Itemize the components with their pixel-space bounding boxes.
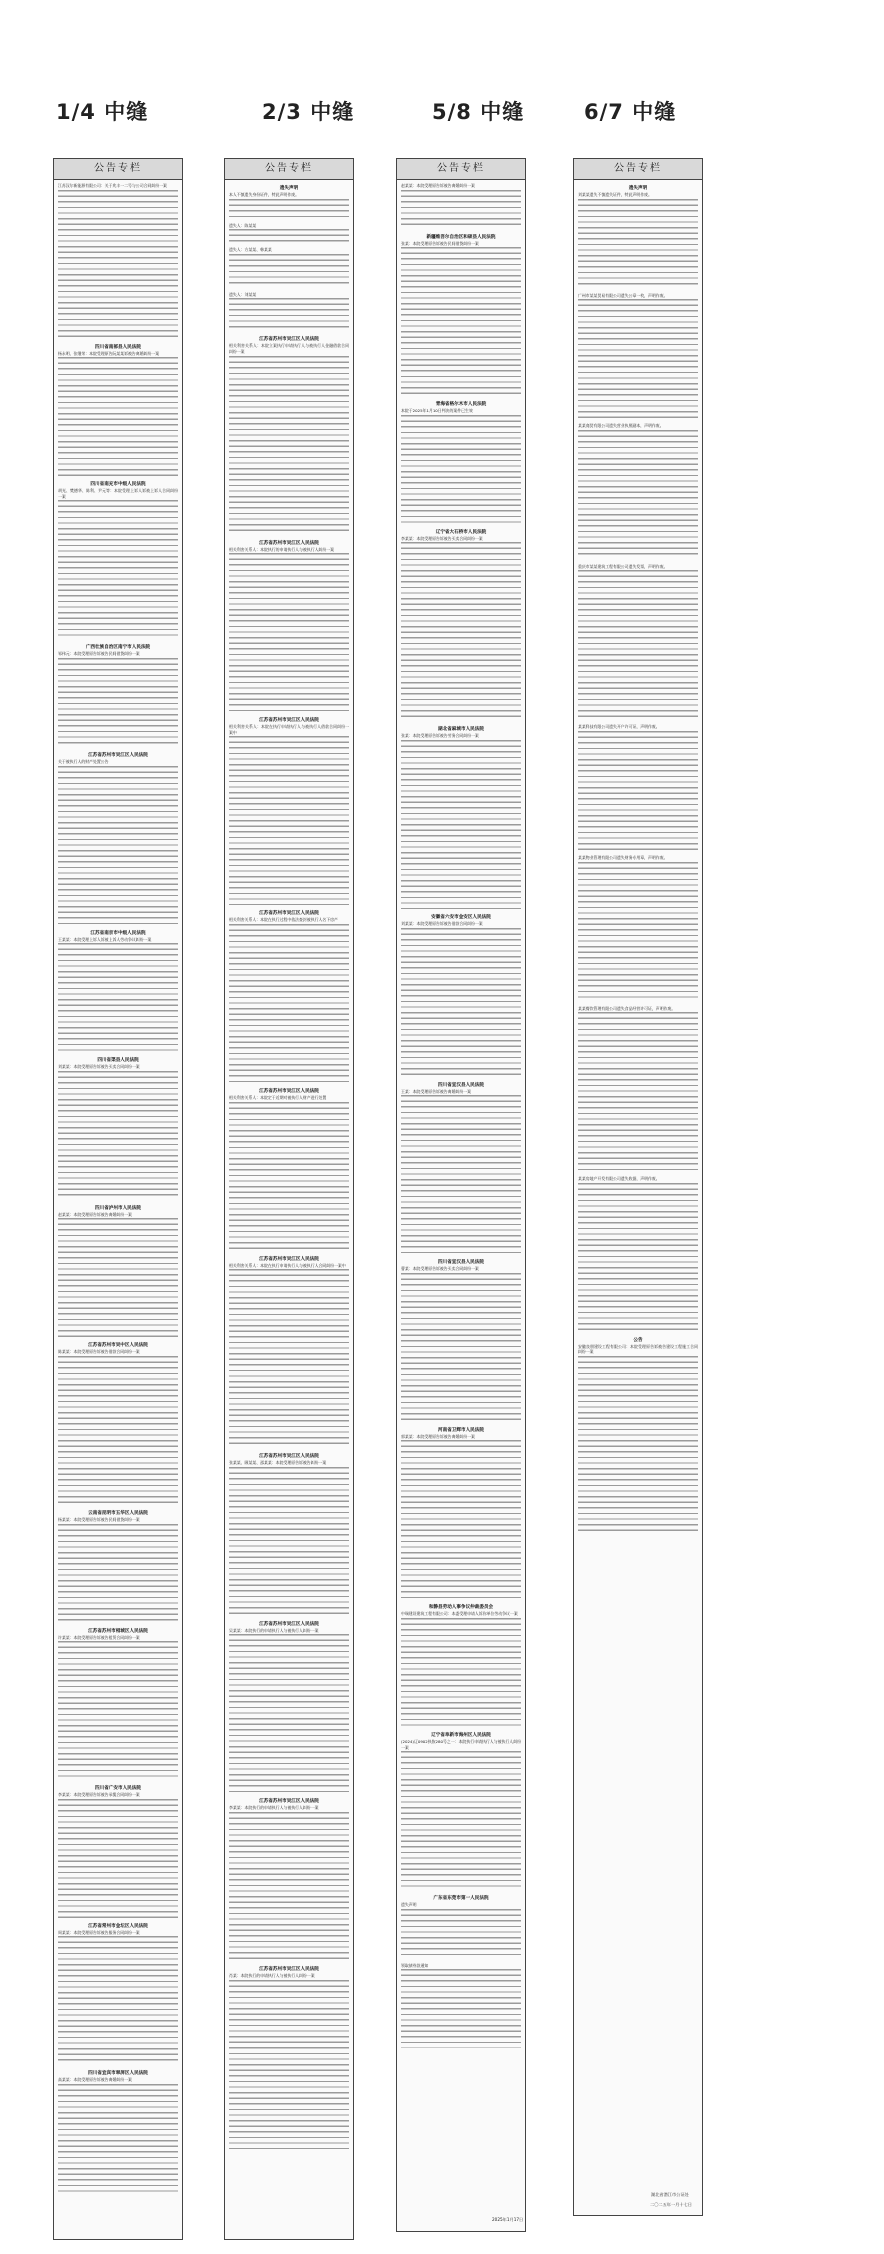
notice [58,1057,178,1200]
notice-text-lines [58,2083,178,2193]
notice-title: 江苏省苏州市吴江区人民法院 [259,1966,319,1972]
notice-text-lines [578,730,698,850]
notice-body: 遗失声明 [401,1902,417,1908]
column-title: 公告专栏 [574,159,702,180]
notice-text-lines [58,356,178,476]
notice-text-lines [229,923,349,1083]
notice-text-lines [578,1011,698,1171]
notice-body: 相关利害关系人：本院执行的申请执行人与被执行人纠纷一案 [229,546,335,552]
notice [229,223,349,243]
notice [401,234,521,397]
column-body [225,180,353,2157]
notice-body: 刘某某：本院受理原告诉被告借款合同纠纷一案 [401,920,483,926]
notice-text-lines [401,1439,521,1599]
notice-body: 吴某某：本院执行的申请执行人与被执行人纠纷一案 [229,1627,319,1633]
notice [401,726,521,909]
notice-title: 和静县劳动人事争议仲裁委员会 [428,1605,494,1611]
notice-title: 江苏省苏州市吴江区人民法院 [259,1256,319,1262]
notice-body: 杨永明、张继荣：本院受理原告阮某某诉被告离婚纠纷一案 [58,350,160,356]
notice-title: 江苏省苏州市相城区人民法院 [88,1628,148,1634]
notice [229,910,349,1083]
header-6-7: 6/7 中缝 [584,100,677,124]
notice-body: 某某餐饮管理有限公司遗失食品经营许可证，声明作废。 [578,1005,676,1011]
notice [229,1453,349,1616]
notice [58,930,178,1053]
notice-title: 广东省东莞市第一人民法院 [433,1896,489,1902]
column-body [54,180,182,2201]
notice [229,292,349,332]
notice [229,1088,349,1251]
notice [58,1510,178,1623]
header-5-8: 5/8 中缝 [432,100,525,124]
notice-text-lines [229,1979,349,2149]
notice [578,724,698,850]
notice-body: 江苏汉尔新能源有限公司：关于兆丰一二号与公司合同纠纷一案 [58,183,167,188]
notice-text-lines [401,1908,521,1958]
notice-title: 四川省渠县人民法院 [97,1058,139,1064]
column-body [397,180,525,2056]
notice [578,185,698,288]
notice [578,423,698,559]
notice-text-lines [401,541,521,721]
notice-body: 重庆市某某建筑工程有限公司遗失发票，声明作废。 [578,563,668,569]
notice-text-lines [58,657,178,747]
notice [401,1259,521,1422]
notice-body: 遗失人：陈某某 [229,222,257,228]
notice-title: 青海省格尔木市人民法院 [435,402,487,408]
notice [229,1966,349,2149]
notice-body: 王某某：本院受理上诉人诉被上诉人劳动争议纠纷一案 [58,936,152,942]
notice-title: 河南省卫辉市人民法院 [438,1427,484,1433]
notice [401,183,521,229]
announcement-column-4 [573,158,703,2216]
notice-body: 关于被执行人的财产处置公告 [58,758,109,764]
notice-title: 江苏省苏州市吴江区人民法院 [259,911,319,917]
notice [58,183,178,339]
notice-body: 陈某某：本院受理原告诉被告借款合同纠纷一案 [58,1349,140,1355]
notice [401,1895,521,1958]
notice [229,185,349,218]
notice-body: 本院于2025年1月10日判决的案件已生效 [401,408,473,414]
notice [229,1256,349,1449]
notice-text-lines [578,569,698,719]
notice [58,1628,178,1781]
notice-title: 安徽省六安市金安区人民法院 [431,914,491,920]
notice-body: 遗失人：方某某、韩某某 [229,247,272,253]
notice [229,336,349,534]
notice [58,1205,178,1338]
notice-body: 遗失人：刘某某 [229,291,257,297]
notice-body: 王某：本院受理原告诉被告离婚纠纷一案 [401,1088,472,1094]
announcement-column-3 [396,158,526,2232]
column-4-date: 二〇二五年一月十七日 [650,2202,692,2207]
notice-text-lines [58,1217,178,1337]
notice-title: 湖北省麻城市人民法院 [438,727,484,733]
notice-text-lines [58,1523,178,1623]
notice-text-lines [401,414,521,524]
notice-text-lines [58,1798,178,1918]
notice-body: 肖某：本院执行的申请执行人与被执行人纠纷一案 [229,1972,315,1978]
notice-body: 刘某某：本院受理原告诉被告买卖合同纠纷一案 [58,1064,140,1070]
notice-text-lines [578,1182,698,1332]
notice-title: 江苏省苏州市吴江区人民法院 [259,718,319,724]
notice [229,1621,349,1794]
notice-body: 李某某：本院执行的申请执行人与被执行人纠纷一案 [229,1805,319,1811]
notice-text-lines [229,552,349,712]
notice-body: 广州市某某贸易有限公司遗失公章一枚，声明作废。 [578,292,668,298]
notice-text-lines [229,1268,349,1448]
notice [229,717,349,905]
notice [401,401,521,524]
notice-body: 相关利害关系人：本院在执行过程中依法查封被执行人名下房产 [229,917,338,923]
notice-text-lines [229,198,349,218]
notice [58,752,178,925]
notice-title: 四川省广安市人民法院 [95,1786,141,1792]
notice-body: 相关利害关系人：本院在执行申请执行人与被执行人借款合同纠纷一案中 [229,724,349,735]
notice-title: 江苏省苏州市吴江区人民法院 [259,1621,319,1627]
notice-body: 邹伟元：本院受理原告诉被告民间借贷纠纷一案 [58,651,140,657]
notice-title: 江苏省苏州市吴江区人民法院 [259,1454,319,1460]
notice-text-lines [229,1101,349,1251]
notice-text-lines [58,942,178,1052]
notice [578,1337,698,1535]
notice-text-lines [401,1094,521,1254]
announcement-column-1 [53,158,183,2240]
notice [229,1798,349,1961]
notice-text-lines [401,1272,521,1422]
notice-text-lines [401,739,521,909]
column-3-date: 2025年1月17日 [492,2217,524,2222]
notice-text-lines [58,1640,178,1780]
notice-text-lines [229,297,349,331]
notice-title: 四川省宣汉县人民法院 [438,1260,484,1266]
notice-title: 江苏省苏州市吴江区人民法院 [259,540,319,546]
notice-text-lines [229,228,349,242]
notice-body: (2024)辽0902执恢280号之一：本院执行申请执行人与被执行人纠纷一案 [401,1738,521,1750]
notice-body: 周某某：本院受理原告诉被告服务合同纠纷一案 [58,1929,140,1935]
notice-body: 某某物业管理有限公司遗失财务专用章，声明作废。 [578,854,668,860]
notice [401,1963,521,2049]
column-title: 公告专栏 [397,159,525,180]
column-title: 公告专栏 [54,159,182,180]
notice [401,1082,521,1255]
notice-title: 江苏省苏州市吴江区人民法院 [259,337,319,343]
notice-text-lines [58,499,178,639]
notice-body: 安徽良朋建设工程有限公司：本院受理原告诉被告建设工程施工合同纠纷一案 [578,1343,698,1355]
notice-title: 辽宁省阜新市海州区人民法院 [431,1732,491,1738]
notice-text-lines [229,355,349,535]
notice [401,1732,521,1890]
notice [401,529,521,722]
notice [58,344,178,477]
notice [229,540,349,713]
announcement-column-2 [224,158,354,2240]
notice-text-lines [229,1466,349,1616]
notice-body: 张某：本院受理原告诉被告民间借贷纠纷一案 [401,240,479,246]
notice [578,1006,698,1172]
notice-title: 云南省昆明市五华区人民法院 [88,1510,148,1516]
notice-body: 赵某某：本院受理原告诉被告离婚纠纷一案 [401,183,475,188]
notice [58,2070,178,2193]
notice-text-lines [401,1968,521,2048]
notice-body: 曹某：本院受理原告诉被告买卖合同纠纷一案 [401,1266,479,1272]
notice [229,247,349,287]
notice-text-lines [58,1070,178,1200]
header-1-4: 1/4 中缝 [56,100,149,124]
notice-text-lines [401,189,521,229]
notice [578,1176,698,1332]
notice-title: 四川省宣汉县人民法院 [438,1082,484,1088]
notice [401,1427,521,1600]
notice-title: 江苏省苏州市吴江区人民法院 [259,1799,319,1805]
notice-body: 中瑞建设建筑工程有限公司：本委受理申请人诉你单位劳动争议一案 [401,1611,518,1617]
notice-title: 江苏省苏州市吴江区人民法院 [88,752,148,758]
notice [58,1785,178,1918]
notice-text-lines [578,298,698,418]
notice-body: 相关利害关系人：本院在执行申请执行人与被执行人合同纠纷一案中 [229,1262,346,1268]
notice-title: 江苏省南京市中级人民法院 [90,930,146,936]
notice-text-lines [401,1617,521,1727]
notice-body: 高某某：本院受理原告诉被告离婚纠纷一案 [58,2077,132,2083]
notice-text-lines [401,1750,521,1890]
notice [58,1923,178,2066]
notice-body: 张某：本院受理原告诉被告劳务合同纠纷一案 [401,733,479,739]
notice-text-lines [58,1355,178,1505]
notice-title: 四川省宜宾市翠屏区人民法院 [88,2071,148,2077]
notice-title: 辽宁省大石桥市人民法院 [435,529,487,535]
notice-text-lines [401,927,521,1077]
notice-text-lines [578,861,698,1001]
notice-title: 遗失声明 [628,186,648,191]
column-title: 公告专栏 [225,159,353,180]
notice-body: 相关利害关系人：本院定于近期对被执行人财产进行处置 [229,1094,327,1100]
notice-text-lines [58,765,178,925]
notice-title: 公告 [633,1337,643,1343]
notice-text-lines [58,189,178,339]
notice [578,564,698,720]
notice-text-lines [578,429,698,559]
notice-text-lines [578,1355,698,1535]
notice-body: 某某商贸有限公司遗失营业执照副本，声明作废。 [578,423,664,429]
notice-body: 许某某：本院受理原告诉被告租赁合同纠纷一案 [58,1634,140,1640]
notice-title: 四川省南部县人民法院 [95,344,141,350]
notice-body: 李某某：本院受理原告诉被告承揽合同纠纷一案 [58,1792,140,1798]
notice-body: 本人不慎遗失身份证件，特此声明作废。 [229,192,300,197]
notice-text-lines [578,198,698,288]
notice [58,1342,178,1505]
notice-body: 相关利害关系人：本院立案执行申请执行人与被执行人金融借款合同纠纷一案 [229,343,349,354]
notice-title: 江苏省常州市金坛区人民法院 [88,1923,148,1929]
notice-title: 广西壮族自治区南宁市人民法院 [85,645,151,651]
notice-body: 张某某、顾某某、邵某某：本院受理原告诉被告纠纷一案 [229,1460,327,1466]
notice-title: 遗失声明 [279,186,299,191]
column-body [574,180,702,1543]
notice-text-lines [58,1935,178,2065]
notice-body: 赵某某：本院受理原告诉被告离婚纠纷一案 [58,1211,132,1217]
notice-text-lines [229,735,349,905]
notice [58,644,178,747]
notice-title: 新疆维吾尔自治区和硕县人民法院 [426,234,496,240]
notice-text-lines [229,1633,349,1793]
notice-text-lines [401,246,521,396]
notice-body: 刘某某遗失不慎遗失证件，特此声明作废。 [578,192,652,197]
notice [401,914,521,1077]
notice [578,855,698,1001]
notice-title: 江苏省苏州市吴江区人民法院 [259,1088,319,1094]
notice-title: 江苏省苏州市吴中区人民法院 [88,1343,148,1349]
notice-body: 杨某某：本院受理原告诉被告民间借贷纠纷一案 [58,1516,140,1522]
header-2-3: 2/3 中缝 [262,100,355,124]
notice-body: 某某科技有限公司遗失开户许可证，声明作废。 [578,724,660,730]
notice-text-lines [229,253,349,287]
notice-text-lines [229,1811,349,1961]
column-4-signature: 湖北省潜江市公证处 [651,2192,689,2197]
notice-body: 某某房地产开发有限公司遗失收据，声明作废。 [578,1176,660,1182]
notice-body: 李某某：本院受理原告诉被告买卖合同纠纷一案 [401,535,483,541]
notice-body: 郭某某：本院受理原告诉被告离婚纠纷一案 [401,1433,475,1439]
notice-title: 四川省泸州市人民法院 [95,1205,141,1211]
notice [401,1604,521,1727]
notice-title: 四川省南充市中级人民法院 [90,482,146,488]
notice-body: 胡光、樊德华、陈利、尹元等：本院受理上诉人诉被上诉人合同纠纷一案 [58,488,178,499]
notice-body: 领取债券款通知 [401,1962,429,1968]
notice [578,293,698,419]
notice [58,481,178,639]
